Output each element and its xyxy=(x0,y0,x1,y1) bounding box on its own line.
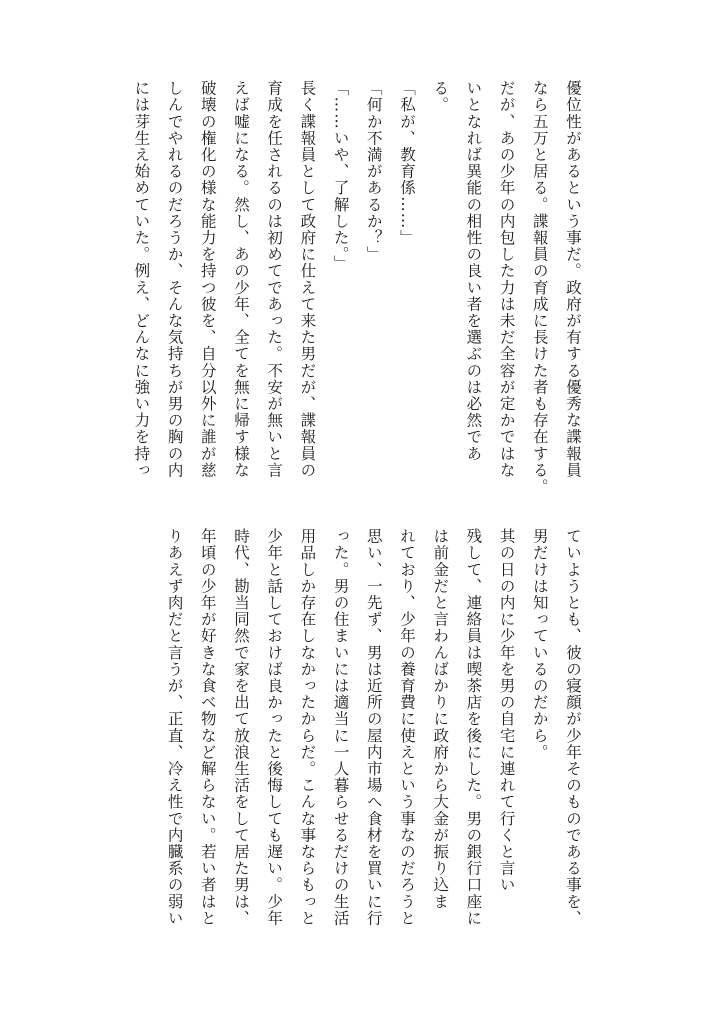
lower-text-block xyxy=(157,528,589,953)
text-line: 破壊の権化の様な能力を持つ彼を、自分以外に誰が慈 xyxy=(198,80,217,479)
text-line: いとなれば異能の相性の良い者を選ぶのは必然であ xyxy=(464,80,483,462)
text-line: 思い、一先ず、男は近所の屋内市場へ食材を買いに行 xyxy=(364,528,383,927)
text-line: 優位性があるという事だ。政府が有する優秀な諜報員 xyxy=(564,80,582,479)
text-line: 長く諜報員として政府に仕えて来た男だが、諜報員の xyxy=(298,80,317,479)
text-line: は前金だと言わんばかりに政府から大金が振り込ま xyxy=(431,528,450,910)
text-line: 時代、勘当同然で家を出て放浪生活をして居た男は、 xyxy=(231,528,250,927)
text-line: しんでやれるのだろうか、そんな気持ちが男の胸の内 xyxy=(165,80,184,479)
text-line: 少年と話しておけば良かったと後悔しても遅い。少年 xyxy=(265,528,284,927)
text-line: る。 xyxy=(431,80,450,114)
text-line: った。男の住まいには適当に一人暮らせるだけの生活 xyxy=(331,528,350,927)
text-line: 残して、連絡員は喫茶店を後にした。男の銀行口座に xyxy=(464,528,483,927)
dialogue-line: 「……いや、了解した。」 xyxy=(331,80,350,272)
text-line: には芽生え始めていた。例え、どんなに強い力を持っ xyxy=(132,80,151,479)
dialogue-line: 「私が、教育係……」 xyxy=(397,80,416,246)
text-line: 其の日の内に少年を男の自宅に連れて行くと言い xyxy=(497,528,516,894)
dialogue-line: 「何か不満があるか？」 xyxy=(364,80,383,263)
text-line: りあえず肉だと言うが、正直、冷え性で内臓系の弱い xyxy=(165,528,184,927)
text-line: 男だけは知っているのだから。 xyxy=(530,528,549,761)
upper-text-block xyxy=(124,80,589,505)
text-line: れており、少年の養育費に使えという事なのだろうと xyxy=(397,528,416,927)
text-line: えば嘘になる。然し、あの少年、全てを無に帰す様な xyxy=(231,80,250,479)
text-line: なら五万と居る。諜報員の育成に長けた者も存在する。 xyxy=(530,80,549,495)
text-line: 年頃の少年が好きな食べ物など解らない。若い者はと xyxy=(198,528,217,927)
text-line: 用品しか存在しなかったからだ。こんな事ならもっと xyxy=(298,528,317,927)
text-line: だが、あの少年の内包した力は未だ全容が定かではな xyxy=(497,80,516,479)
text-line: ていようとも、彼の寝顔が少年そのものである事を、 xyxy=(564,528,582,927)
text-line: 育成を任されるのは初めてであった。不安が無いと言 xyxy=(265,80,284,479)
